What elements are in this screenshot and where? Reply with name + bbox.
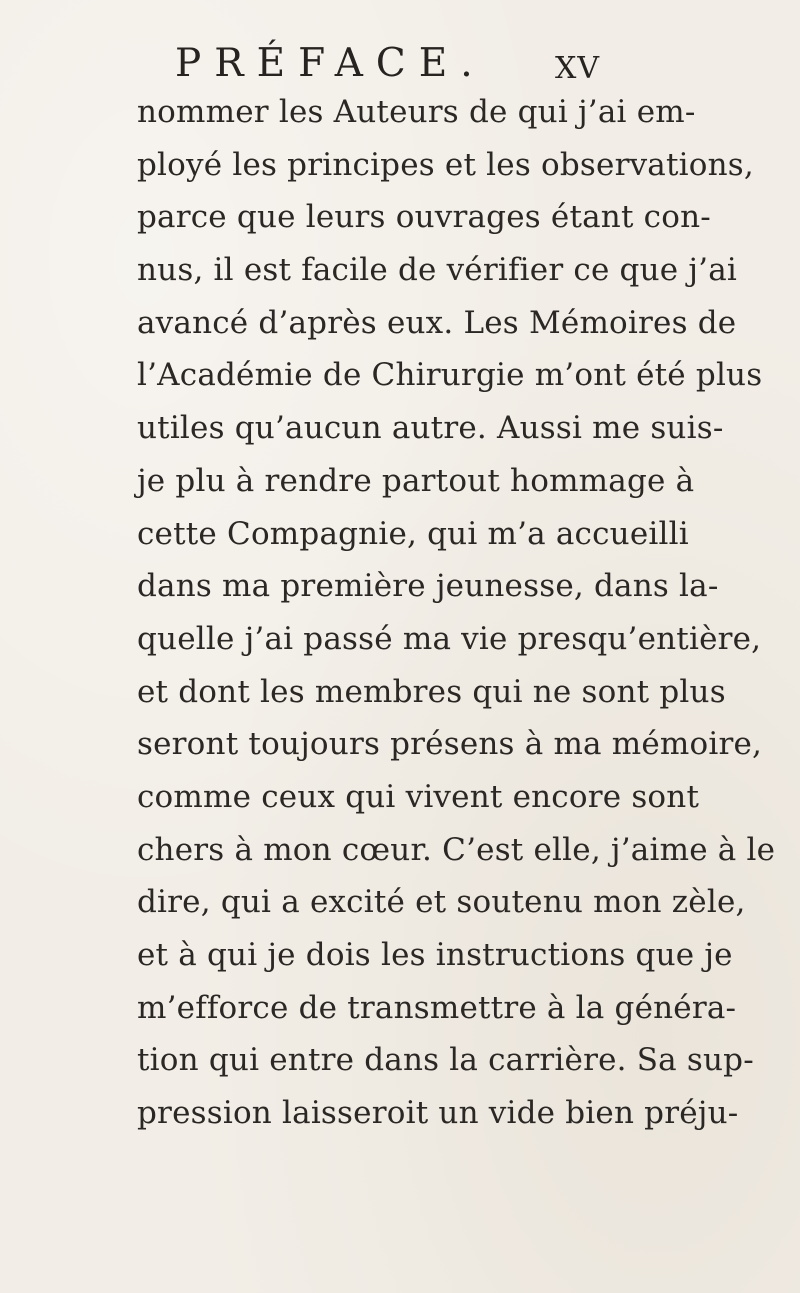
text-line: dans ma première jeunesse, dans la- [137, 568, 719, 605]
text-line: et à qui je dois les instructions que je [137, 937, 733, 973]
body-text [137, 86, 776, 1140]
text-line: nus, il est facile de vérifier ce que j’ai [137, 252, 738, 289]
text-line: tion qui entre dans la carrière. Sa sup- [137, 1042, 754, 1079]
text-line: chers à mon cœur. C’est elle, j’aime à le [137, 831, 776, 868]
text-line: comme ceux qui vivent encore sont [137, 778, 700, 815]
text-line: pression laisseroit un vide bien préju- [137, 1095, 739, 1132]
text-line: l’Académie de Chirurgie m’ont été plus [137, 357, 763, 394]
text-line: cette Compagnie, qui m’a accueilli [137, 515, 689, 552]
text-line: ployé les principes et les observations, [137, 146, 754, 183]
page-number: XV [555, 51, 601, 86]
text-line: quelle j’ai passé ma vie presqu’entière, [137, 620, 762, 657]
text-line: utiles qu’aucun autre. Aussi me suis- [137, 410, 724, 447]
text-line: avancé d’après eux. Les Mémoires de [137, 304, 737, 341]
text-line: nommer les Auteurs de qui j’ai em- [137, 94, 696, 130]
text-line: dire, qui a excité et soutenu mon zèle, [137, 884, 746, 921]
text-line: je plu à rendre partout hommage à [137, 462, 695, 499]
text-line: m’efforce de transmettre à la généra- [137, 989, 737, 1026]
text-line: parce que leurs ouvrages étant con- [137, 199, 711, 236]
text-line: et dont les membres qui ne sont plus [137, 673, 726, 710]
running-title: PRÉFACE. [175, 41, 486, 86]
text-line: seront toujours présens à ma mémoire, [137, 726, 763, 763]
